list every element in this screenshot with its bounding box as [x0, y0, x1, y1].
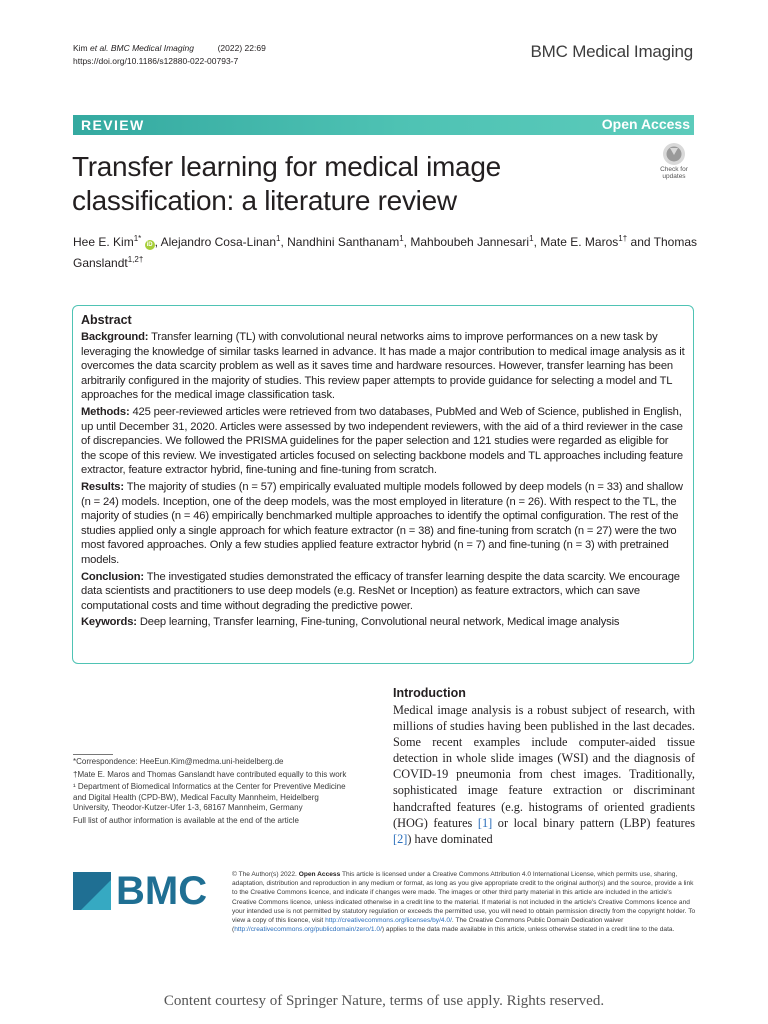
- abstract-methods: [81, 405, 685, 478]
- footnotes: [73, 757, 353, 828]
- license-notice: [232, 870, 696, 934]
- intro-text-part: or local binary pattern (LBP) features: [492, 815, 695, 830]
- author-affiliation-marker: 1: [399, 234, 404, 243]
- citation-year-volume: (2022) 22:69: [217, 43, 266, 53]
- abstract-keywords-text: Deep learning, Transfer learning, Fine-tuning, Convolutional neural network, Medical image analysis: [139, 616, 620, 629]
- check-for-updates-button[interactable]: [654, 142, 694, 182]
- abstract-results-text: The majority of studies (n = 57) empirically evaluated multiple models followed by deep models (n = 33) and shallow (n = 24) models. Inception, one of the deep models, was the most employed in literature (n = 26). With respect to the TL, the majority of studies (n = 46) empirically benchmarked multiple approaches to identify the optimal configuration. The rest of the studies applied only a single approach for which feature extractor (n = 38) and fine-tuning from scratch (n = 27) were the two most favored approaches. Only a few studies applied feature extractor hybrid (n = 7) and fine-tuning (n = 3) with pretrained models.: [81, 480, 683, 566]
- author-name[interactable]: Thomas Ganslandt: [73, 235, 698, 270]
- orcid-icon[interactable]: iD: [146, 242, 153, 248]
- author-name[interactable]: Nandhini Santhanam: [287, 235, 400, 249]
- article-type-label: REVIEW: [81, 117, 145, 133]
- author-conjunction: and: [630, 235, 651, 249]
- license-text: This article is licensed under a Creative Commons Attribution 4.0 International License, which permits use, sharing, adaptation, distribution and reproduction in any medium or format, as long as you give appropriate credit to the original author(s) and the source, provide a link to the Creative Commons licence, and indicate if changes were made. The images or other third party material in this article are included in the article's Creative Commons licence, unless indicated otherwise in a credit line to the material. If material is not included in the article's Creative Commons licence and your intended use is not permitted by statutory regulation or exceeds the permitted use, you will need to obtain permission directly from the copyright holder. To view a copy of this licence, visit: [232, 871, 696, 925]
- citation-journal: BMC Medical Imaging: [110, 43, 194, 53]
- open-access-badge: Open Access: [601, 116, 690, 132]
- author-affiliation-marker: 1,2†: [127, 255, 144, 264]
- introduction-heading: Introduction: [393, 686, 466, 700]
- full-list-note: Full list of author information is available at the end of the article: [73, 815, 299, 825]
- reference-link[interactable]: [2]: [393, 831, 408, 846]
- author-list: Hee E. Kim$^{1*}$ iD , Alejandro Cosa-Linan$^1$, Nandhini Santhanam$^1$, Mahboubeh Jannesari$^1$, Mate E. Maros$^{1\dagger}$ and Thomas Ganslandt$^{1,2\dagger}$: [73, 234, 698, 270]
- bmc-logo-mark-icon: [73, 872, 111, 910]
- reference-link[interactable]: [1]: [477, 815, 493, 830]
- license-open-access: Open Access: [298, 871, 341, 878]
- abstract-background: [81, 330, 685, 403]
- courtesy-footer: Content courtesy of Springer Nature, terms of use apply. Rights reserved.: [163, 993, 605, 1009]
- public-domain-link[interactable]: http://creativecommons.org/publicdomain/zero/1.0/: [234, 926, 382, 934]
- abstract-box: [72, 305, 694, 664]
- footnote-divider: [73, 754, 113, 755]
- article-title: Transfer learning for medical image classification: a literature review: [72, 151, 501, 216]
- correspondence-note[interactable]: *Correspondence: HeeEun.Kim@medma.uni-heidelberg.de: [73, 757, 284, 766]
- author-affiliation-marker: 1†: [618, 234, 628, 243]
- abstract-heading: Abstract: [81, 313, 132, 327]
- affiliation-note: ¹ Department of Biomedical Informatics at the Center for Preventive Medicine and Digital Health (CPD-BW), Medical Faculty Mannheim, Heidelberg University, Theodor-Kutzer-Ufer 1-3, 68167 Mannheim, Germany: [73, 782, 346, 812]
- bmc-logo-text: BMC: [116, 869, 208, 913]
- license-copyright: © The Author(s) 2022.: [232, 871, 297, 878]
- check-updates-icon: [662, 142, 686, 166]
- abstract-methods-text: 425 peer-reviewed articles were retrieved from two databases, PubMed and Web of Science, published in English, up until December 31, 2020. Articles were assessed by two independent reviewers, with the aid of a third reviewer in the case of discrepancies. We followed the PRISMA guidelines for the paper selection and 121 studies were regarded as eligible for the scope of this review. We investigated articles focused on selecting backbone models and TL approaches including feature extractor, feature extractor hybrid, fine-tuning and fine-tuning from scratch.: [81, 405, 684, 477]
- bmc-logo[interactable]: [73, 869, 223, 913]
- author-affiliation-marker: 1: [529, 234, 534, 243]
- abstract-background-label: Background:: [81, 331, 149, 343]
- license-text: ) applies to the data made available in this article, unless otherwise stated in a credit line to the data.: [381, 926, 675, 934]
- check-updates-line2: updates: [662, 173, 686, 180]
- author-name[interactable]: Mate E. Maros: [540, 235, 619, 249]
- author-name[interactable]: Hee E. Kim: [73, 235, 134, 249]
- introduction-text: [393, 702, 695, 847]
- check-updates-line1: Check for: [660, 166, 688, 173]
- abstract-results: [81, 480, 685, 568]
- intro-text-part: Medical image analysis is a robust subject of research, with millions of studies having been published in the last decades. Some recent examples include computer-aided tissue detection in whole slide images (WSI) and the diagnosis of COVID-19 pneumonia from chest images. Traditionally, sophisticated image feature extraction or discriminant handcrafted features (e.g. histograms of oriented gradients (HOG) features: [393, 703, 695, 830]
- abstract-keywords-label: Keywords:: [81, 616, 137, 629]
- abstract-results-label: Results:: [81, 480, 124, 493]
- abstract-conclusion-label: Conclusion:: [81, 570, 144, 583]
- abstract-background-text: Transfer learning (TL) with convolutional neural networks aims to improve performances on a new task by leveraging the knowledge of similar tasks learned in advance. It has made a major contribution to medical image analysis as it overcomes the data scarcity problem as well as it saves time and hardware resources. However, transfer learning has been arbitrarily configured in the majority of studies. This review paper attempts to provide guidance for selecting a model and TL approaches for the medical image classification task.: [81, 331, 685, 402]
- equal-contribution-note: †Mate E. Maros and Thomas Ganslandt have contributed equally to this work: [73, 769, 347, 779]
- intro-text-part: ) have dominated: [407, 831, 493, 846]
- citation-etal: et al.: [90, 43, 109, 53]
- doi-link[interactable]: https://doi.org/10.1186/s12880-022-00793-7: [73, 56, 239, 66]
- author-name[interactable]: Alejandro Cosa-Linan: [160, 235, 277, 249]
- citation-author: Kim: [73, 43, 88, 53]
- license-text: . The Creative Commons Public Domain Dedication waiver (: [232, 917, 624, 934]
- article-type-banner: [73, 115, 694, 135]
- abstract-conclusion-text: The investigated studies demonstrated the efficacy of transfer learning despite the data scarcity. We encourage data scientists and practitioners to use deep models (e.g. ResNet or Inception) as feature extractors, which can save computational costs and time without degrading the predictive power.: [81, 570, 680, 612]
- author-affiliation-marker: 1*: [133, 234, 142, 243]
- author-affiliation-marker: 1: [276, 234, 281, 243]
- abstract-methods-label: Methods:: [81, 405, 130, 418]
- author-name[interactable]: Mahboubeh Jannesari: [410, 235, 530, 249]
- citation-block: [73, 42, 266, 68]
- abstract-keywords: [81, 615, 685, 630]
- license-link[interactable]: http://creativecommons.org/licenses/by/4.0/: [325, 917, 452, 925]
- abstract-conclusion: [81, 570, 685, 614]
- journal-name: BMC Medical Imaging: [530, 42, 693, 61]
